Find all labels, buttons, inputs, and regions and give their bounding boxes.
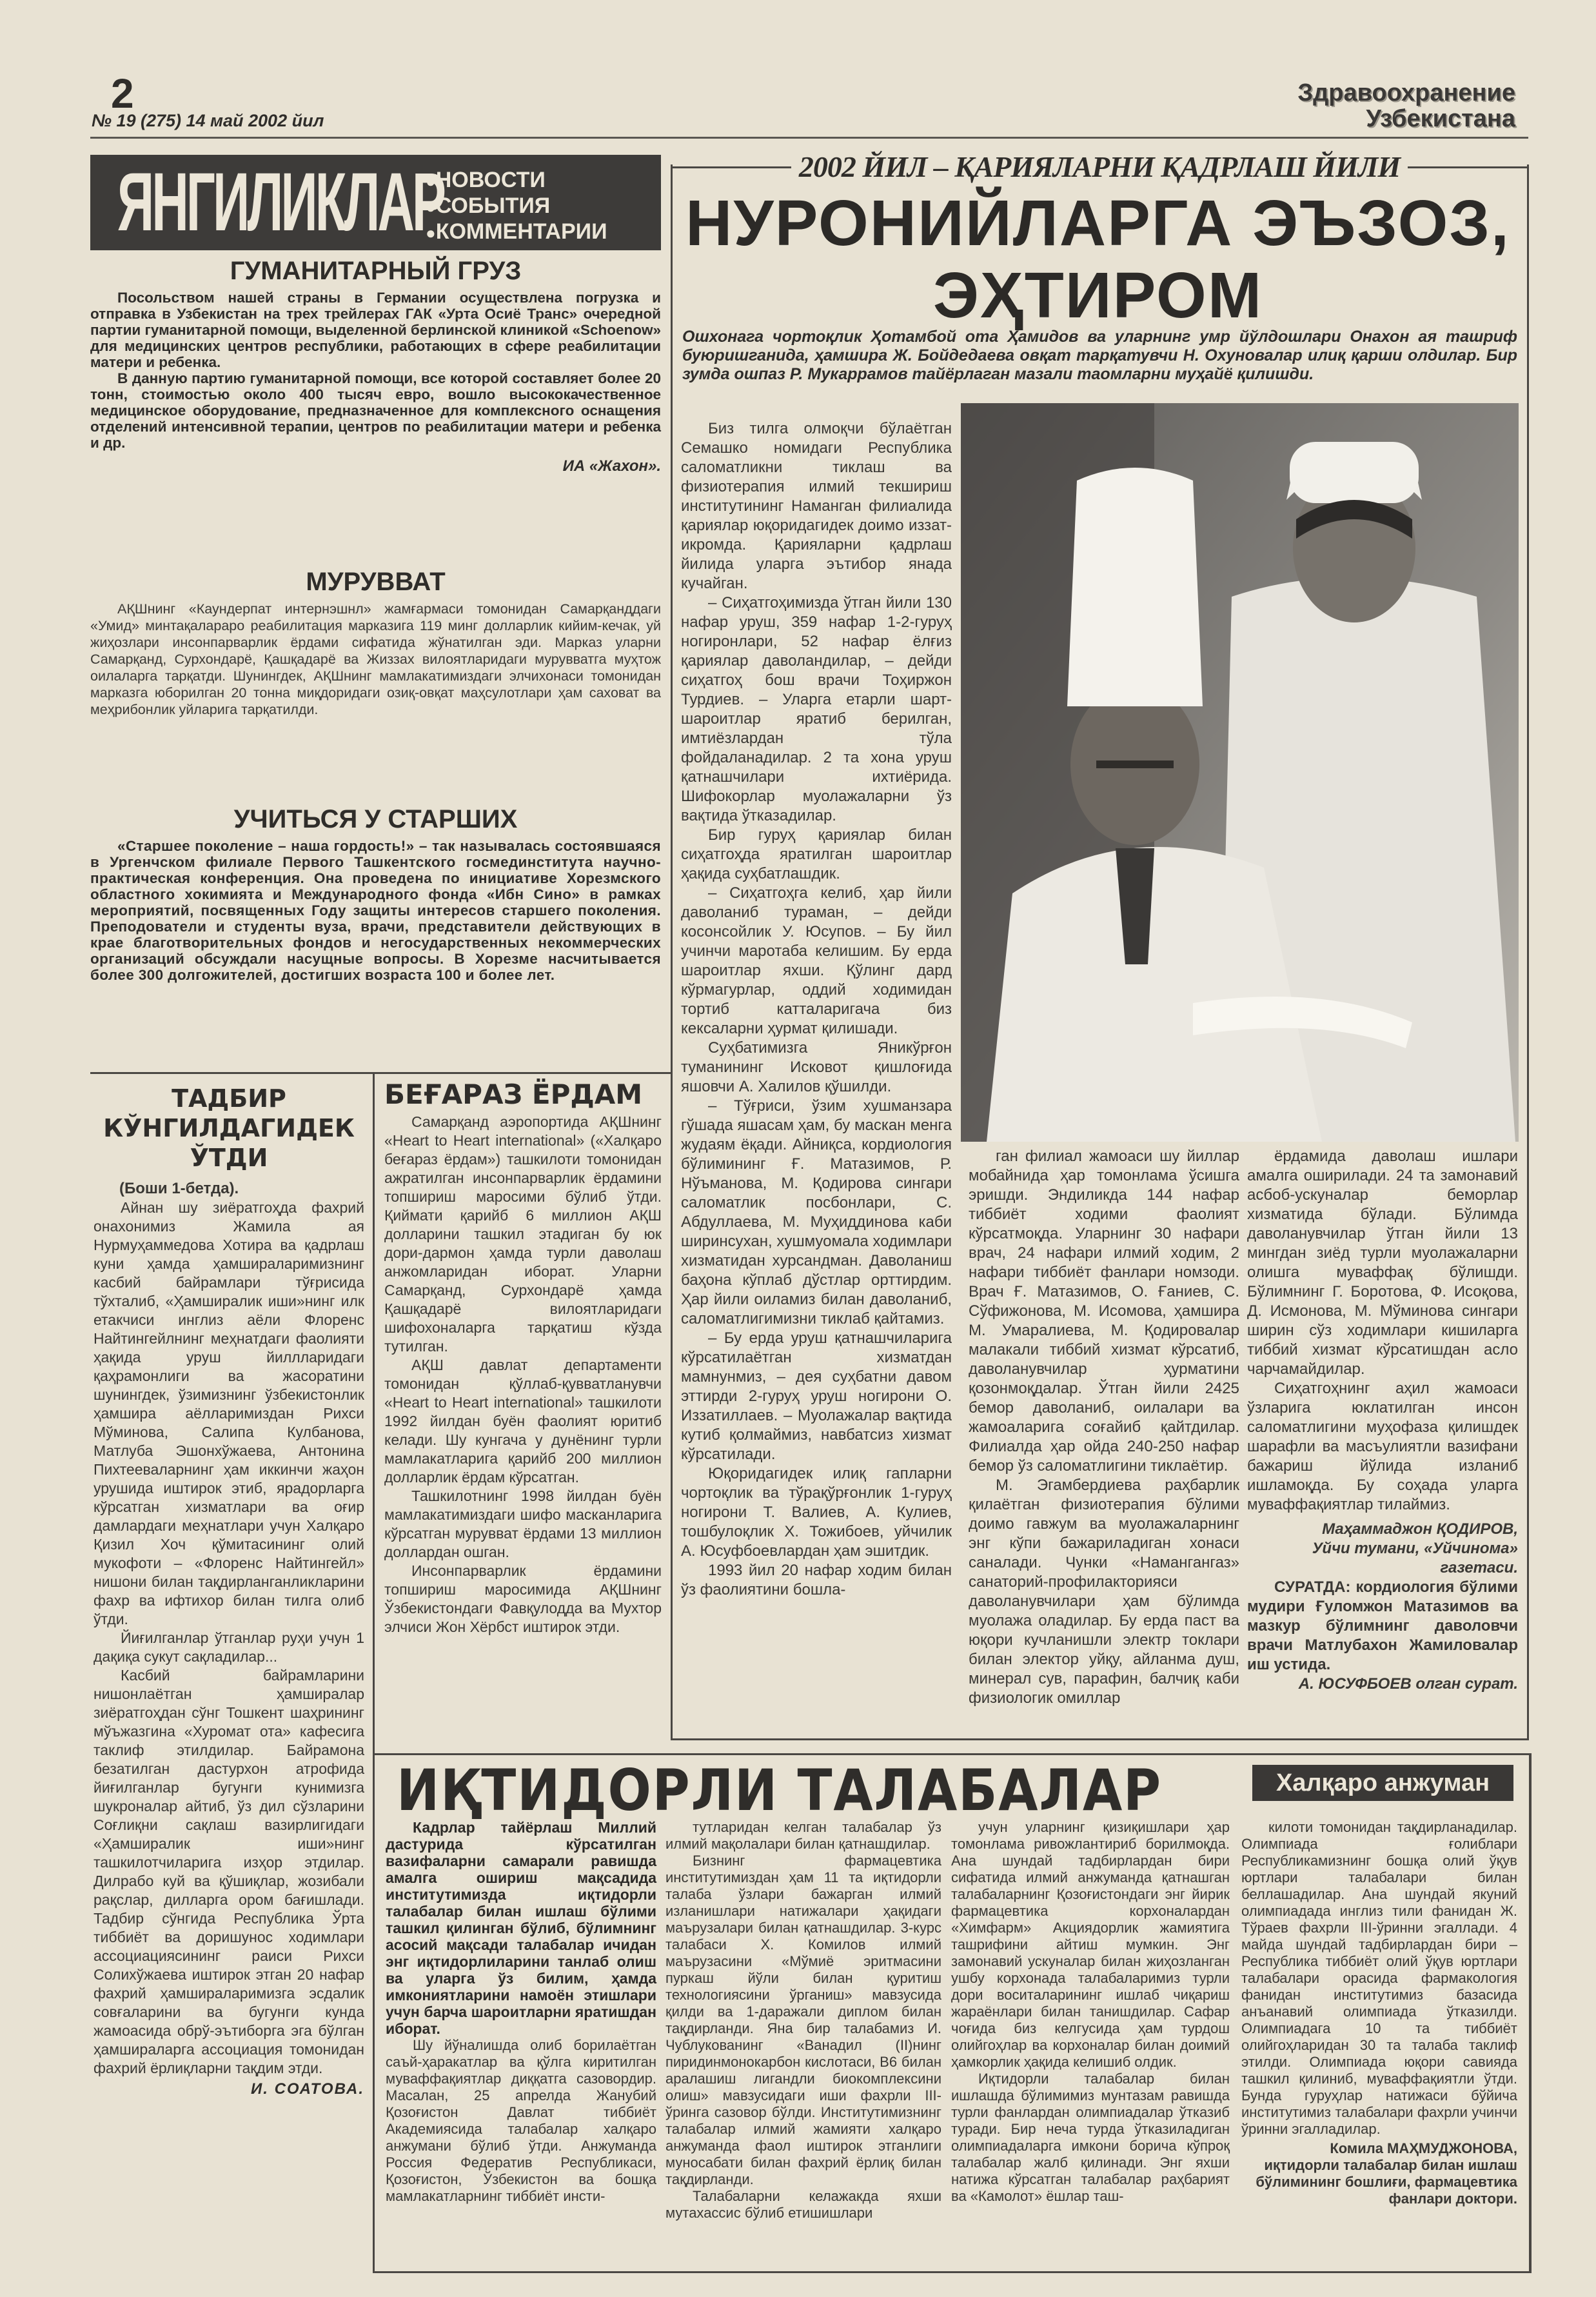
bottom-article-lead: Кадрлар тайёрлаш Миллий дастурида кўрсатилган вазифаларни самарали равишда амалга ошириш мақсадида институтимизда иқтидорли талабалар билан ишлаш бўлими ташкил қилинган бўлиб, бўлимнинг асосий мақсади талабалар ичидан энг иқтидорлиларини танлаб олиш ва уларга ўз билим, ҳамда имкониятларини намоён этишлари учун барча шароитларни яратишдан иборат.: [386, 1819, 656, 2037]
paragraph: АҚШнинг «Каундерпат интернэшнл» жамғармаси томонидан Самарқанддаги «Умид» минтақалараро реабилитация марказига 119 минг долларлик кийим-кечак, уй жиҳозлари инсонпарварлик ёрдами сифатида жўнатилган эди. Марказ уларни Самарқанд, Сурхондарё, Қашқадарё ва Жиззах вилоятларидаги мурувватга муҳтож оилаларга тарқатди. Шунингдек, АҚШнинг мамлакатимиздаги элчихонаси томонидан марказга юборилган 20 тонна миқдоридаги озиқ-овқат маҳсулотлари ҳам саховат ва меҳрибонлик уйларига тарқатилди.: [90, 601, 661, 717]
paragraph: Касбий байрамларини нишонлаётган ҳамширалар зиёратгоҳдан сўнг Тошкент шаҳрининг мўъжазгина «Хуромат ота» кафесига таклиф этилдилар. Байрамона безатилган дастурхон атрофида йиғилганлар бугунги кунимизга шукроналар айтиб, ўз дил сўзларини Соғлиқни сақлаш вазирлигидаги «Ҳамширалик иши»нинг ташкилотчиларига изҳор этдилар. Дилрабо куй ва қўшиқлар, жозибали рақслар, дилларга ором бағишлади. Тадбир сўнгида Республика Ўрта тиббиёт ва доришунос ходимлари ассоциациясининг раиси Рихси Солихўжаева иштирок этган 20 нафар фахрий ҳамшираларимизга эсдалик совғаларини ва бугунги кунда жамоасида обрў-эътиборга эга бўлган ҳамшираларга ассоциация томонидан фахрий ёрлиқларни тақдим этди.: [94, 1667, 364, 2076]
article-begaraz: [384, 1079, 662, 1636]
main-article-lead: Ошхонага чортоқлик Ҳотамбой ота Ҳамидов ва уларнинг умр йўлдошлари Онахон ая ташриф буюришганида, ҳамшира Ж. Бойдедаева овқат тарқатувчи Н. Охуновалар илиқ қарши олдилар. Бир зумда ошпаз Р. Мукаррамов тайёрлаган мазали таомларни муҳайё қилишди.: [682, 328, 1517, 383]
paragraph: Суҳбатимизга Яникўрғон туманининг Исковот қишлоғида яшовчи А. Халилов қўшилди.: [681, 1039, 952, 1095]
paragraph: Бир гуруҳ қариялар билан сиҳатгоҳда яратилган шароитлар ҳақида суҳбатлашдик.: [681, 826, 952, 882]
banner-items: [426, 168, 607, 245]
paragraph: Посольством нашей страны в Германии осуществлена погрузка и отправка в Узбекистан на трех трейлерах ГАК «Урта Осиё Транс» очередной партии гуманитарной помощи, выделенной берлинской клиникой «Schoenow» для медицинских центров республики, работающих в сфере реабилитации матери и ребенка.: [90, 290, 661, 370]
paragraph: «Старшее поколение – наша гордость!» – так называлась состоявшаяся в Ургенчском филиале Первого Ташкентского госмединститута научно-практическая конференция. Она проведена по инициативе Хорезмского областного хокимията и Международного фонда «Ибн Сино» в рамках мероприятий, посвященных Году защиты интересов старшего поколения. Преподователи и студенты вуза, врачи, представители действующих в крае благотворительных фондов и негосударственных некоммерческих организаций обсуждали насущные вопросы. В Хорезме насчитывается более 300 долгожителей, достигших возраста 100 и более лет.: [90, 838, 661, 983]
main-article-column-1: [681, 419, 952, 1600]
bottom-column-4: [1241, 1819, 1517, 2207]
paragraph: Йиғилганлар ўтганлар руҳи учун 1 дақиқа сукут сақладилар...: [94, 1629, 364, 1665]
divider: [90, 1072, 671, 1074]
bottom-column-3: [951, 1819, 1230, 2205]
banner-item: ● КОММЕНТАРИИ: [426, 219, 607, 245]
author-affiliation: Уйчи тумани, «Уйчинома» газетаси.: [1312, 1540, 1518, 1576]
article-title: БЕҒАРАЗ ЁРДАМ: [384, 1079, 643, 1110]
paragraph: – Бу ерда уруш қатнашчиларига кўрсатилаётган хизматдан мамнунмиз, – дея суҳбатни давом эттирди 2-гуруҳ уруш ногирони О. Иззатиллаев. – Муолажалар вақтида кутиб қолмаймиз, навбатсиз хизмат кўрсатилади.: [681, 1329, 952, 1463]
kicker-text: 2002 ЙИЛ – ҚАРИЯЛАРНИ ҚАДРЛАШ ЙИЛИ: [791, 150, 1408, 183]
paragraph: килоти томонидан тақдирланадилар. Олимпиада ғолиблари Республикамизнинг бошқа олий ўқув юртлари талабалари билан беллашадилар. Ана шундай якуний олимпиадада инглиз тили фанидан Ж. Тўраев фахрли III-ўринни эгаллади. 4 майда шундай тадбирлардан бири – Республика тиббиёт олий ўқув юртлари талабалари орасида фармакология фанидан институтимиз базасида анъанавий олимпиада ўтказилди. Олимпиадага 10 та тиббиёт олийгоҳларидан 30 та талаба таклиф этилди. Олимпиада юқори савияда ташкил қилиниб, муваффақиятли ўтди. Бунда гуруҳлар натижаси бўйича институтимиз талабалари фахрли учинчи ўринни эгалладилар.: [1241, 1819, 1517, 2137]
article-body: [90, 290, 661, 451]
paragraph: Иқтидорли талабалар билан ишлашда бўлимимиз мунтазам равишда турли фанлардан олимпиадалар ўтказиб туради. Бир неча турда ўтказиладиган олимпиадаларга имкони борича кўпроқ талабалар жалб қилинади. Энг яхши натижа кўрсатган талабалар раҳбарият ва «Камолот» ёшлар таш-: [951, 2071, 1230, 2204]
paragraph: Бизнинг фармацевтика институтимиздан ҳам 11 та иқтидорли талаба ўзлари бажарган илмий изланишлари натижалари ҳақидаги маърузалари билан қатнашдилар. 3-курс талабаси Х. Комилов илмий маърузасини «Мўмиё эритмасини пуркаш йўли билан қуритиш технологиясини ўрганиш» мавзусида қилди ва 1-даражали диплом билан тақдирланди. Яна бир талабамиз И. Чублукованинг «Ванадил (II)нинг пиридинмонокарбон кислотаси, B6 билан аралашиш лигандли биокомплексини олиш» мавзусидаги иши фахрли III-ўринга сазовор бўлди. Институтимизнинг талабалар илмий жамияти халқаро анжуманда фаол иштирок этганлиги муносабати билан фахрий ёрлиқ билан тақдирланди.: [665, 1853, 941, 2187]
photo-caption: кордиология бўлими мудири Ғуломжон Матазимов ва мазкур бўлимнинг даволовчи врачи Матлубахон Жамиловалар иш устида.: [1247, 1578, 1518, 1673]
paragraph: Инсонпарварлик ёрдамини топшириш маросимида АҚШнинг Ўзбекистондаги Фавқулодда ва Мухтор элчиси Жон Хёрбст иштирок этди.: [384, 1562, 662, 1635]
article-elders: [90, 805, 661, 983]
paragraph: Юқоридагидек илиқ гапларни чортоқлик ва тўрақўрғонлик 1-гуруҳ ногирони Т. Валиев, А. Кулиев, тошбулоқлик Х. Тожибоев, уйчилик А. Юсуфбоевлардан ҳам эшитдик.: [681, 1465, 952, 1560]
article-title: УЧИТЬСЯ У СТАРШИХ: [233, 805, 518, 833]
doctors-photo-icon: [961, 403, 1519, 1142]
continued-note: (Боши 1-бетда).: [119, 1180, 239, 1197]
paragraph: Сиҳатгоҳнинг аҳил жамоаси ўзларига юклатилган инсон саломатлигини муҳофаза қилишдек шарафли ва масъулиятли вазифани бажариш йўлида изланиб ишламоқда. Бу соҳада уларга муваффақиятлар тилаймиз.: [1247, 1380, 1518, 1513]
bottom-column-1: [386, 1819, 656, 2205]
paragraph: В данную партию гуманитарной помощи, все которой составляет более 20 тонн, стоимостью около 400 тысяч евро, вошло высококачественное медицинское оборудование, предназначенное для комплексного оснащения отделений интенсивной терапии, центров по реабилитации матери и ребенка и др.: [90, 370, 661, 451]
banner-item: ● СОБЫТИЯ: [426, 194, 607, 219]
paragraph: тутларидан келган талабалар ўз илмий мақолалари билан қатнашдилар.: [665, 1819, 941, 1852]
banner-item: ● НОВОСТИ: [426, 168, 607, 194]
masthead-line2: Узбекистана: [1366, 105, 1515, 132]
paragraph: – Тўғриси, ўзим хушманзара гўшада яшасам ҳам, бу маскан менга жудаям ёқади. Айниқса, кордиология бўлимининг Ғ. Матазимов, Р. Нўъманова, М. Қодирова сингари саломатлик посбонлари, С. Абдуллаева, М. Муҳиддинова каби ширинсухан, хушмуомала ходимлари хизматидан хурсандман. Даволаниш баҳона кўплаб дўстлар орттирдим. Ҳар йили оиламиз билан даволаниб, саломатлигимизни тиклаб қайтамиз.: [681, 1097, 952, 1327]
paragraph: Айнан шу зиёратгоҳда фахрий онахонимиз Жамила ая Нурмуҳаммедова Хотира ва қадрлаш куни ҳамда ҳамшираларимизнинг касбий байрамлари тўғрисида тўхталиб, «Ҳамширалик иши»нинг илк етакчиси инглиз аёли Флоренс Найтингейлнинг меҳнатдаги фаолияти ҳақида уруш йиллларидаги қаҳрамонлиги ва жасоратини шунингдек, ўзимизнинг ўзбекистонлик ҳамшира аёлларимиздан Рихси Мўминова, Салипа Кулбанова, Матлуба Эшонхўжаева, Антонина Пихтееваларнинг ҳам иккинчи жаҳон урушида иштирок этиб, ярадорларга кўрсатган хизматлари ва оғир дамлардаги меҳнатлари учун Халқаро Қизил Хоч қўмитасининг олий мукофоти – «Флоренс Найтингейл» нишони билан тақдирланганликларини фахр ва ифтихор билан тилга олиб ўтди.: [94, 1199, 364, 1627]
paragraph: ган филиал жамоаси шу йиллар мобайнида ҳар томонлама ўсишга эришди. Эндиликда 144 нафар тиббиёт ходими фаолият кўрсатмоқда. Уларнинг 30 нафари врач, 24 нафари илмий ходим, 2 нафари тиббиёт фанлари номзоди. Врач Ғ. Матазимов, О. Ғаниев, С. Сўфижонова, М. Исомова, ҳамшира М. Умаралиева, М. Қодировалар малакали тиббий хизмат кўрсатиб, даволанувчилар ҳурматини қозонмоқдалар. Ўтган йили 2425 бемор даволаниб, оилалари ва жамоаларига соғайиб қайтдилар. Филиалда ҳар ойда 240-250 нафар бемор ўз саломатлигини тиклаётир.: [969, 1148, 1239, 1475]
photo-credit: А. ЮСУФБОЕВ олган сурат.: [1298, 1675, 1518, 1693]
article-title: МУРУВВАТ: [306, 568, 446, 596]
paragraph: АҚШ давлат департаменти томонидан қўллаб-қувватланувчи «Heart to Heart international» ташкилоти 1992 йилдан буён фаолият юритиб келади. Шу кунгача у дунёнинг турли мамлакатларига қарийб 200 миллион долларлик ёрдам кўрсатган.: [384, 1357, 662, 1486]
article-body: [384, 1113, 662, 1636]
article-body: [90, 838, 661, 983]
rubric-badge: Халқаро анжуман: [1252, 1765, 1513, 1801]
article-tadbir: [94, 1084, 364, 2098]
photo-caption-label: СУРАТДА:: [1274, 1578, 1351, 1596]
paragraph: Ташкилотнинг 1998 йилдан буён мамлакатимиздаги шифо масканларига кўрсатган мурувват ёрдами 13 миллион доллардан ошган.: [384, 1487, 662, 1560]
article-muruvvat: [90, 568, 661, 718]
article-title: ТАДБИР КЎНГИЛДАГИДЕК ЎТДИ: [103, 1084, 355, 1172]
author-affiliation: иқтидорли талабалар билан ишлаш бўлимининг бошлиғи, фармацевтика фанлари доктори.: [1256, 2157, 1517, 2207]
paragraph: 1993 йил 20 нафар ходим билан ўз фаолиятини бошла-: [681, 1562, 952, 1598]
title-line2: ЭҲТИРОМ: [932, 259, 1263, 332]
paragraph: Биз тилга олмоқчи бўлаётган Семашко номидаги Республика саломатликни тиклаш ва физиотерапия илмий текшириш институтининг Наманган филиалида қариялар юқоридагидек доимо иззат-икромда. Қарияларни қадрлаш йилида уларга эътибор янада кучайган.: [681, 420, 952, 592]
article-signature: ИА «Жахон».: [562, 457, 661, 475]
bottom-article-title: ИҚТИДОРЛИ ТАЛАБАЛАР: [397, 1757, 1162, 1824]
article-signature: И. СОАТОВА.: [250, 2080, 364, 2098]
article-photo: [961, 403, 1519, 1142]
article-author: Маҳаммаджон ҚОДИРОВ,: [1322, 1520, 1518, 1538]
main-article-column-2: [969, 1147, 1239, 1708]
paragraph: Шу йўналишда олиб борилаётган саъй-ҳаракатлар ва қўлга киритилган муваффақиятлар диққатга сазовордир. Масалан, 25 апрелда Жанубий Қозоғистон Давлат тиббиёт Академиясида талабалар халқаро анжумани бўлиб ўтди. Анжуманда Россия Федератив Республикаси, Қозоғистон, Ўзбекистон ва бошқа мамлакатларнинг тиббиёт инсти-: [386, 2037, 656, 2204]
column-body: [386, 2037, 656, 2205]
news-banner: [90, 155, 661, 250]
bottom-column-2: [665, 1819, 941, 2222]
paragraph: ёрдамида даволаш ишлари амалга оширилади. 24 та замонавий асбоб-ускуналар беморлар хизматида бўлади. Бўлимда даволанувчилар ўтган йили 13 мингдан зиёд турли муолажаларни олишга муваффақ бўлишди. Бўлимнинг Г. Боротова, Ф. Исоқова, Д. Исмонова, М. Мўминова сингари ширин сўз ходимлари кишиларга тиббий хизмат кўрсатишдан асло чарчамайдилар.: [1247, 1148, 1518, 1378]
article-title: ГУМАНИТАРНЫЙ ГРУЗ: [230, 257, 522, 285]
divider: [373, 1072, 375, 1756]
article-body: [90, 601, 661, 718]
paragraph: М. Эгамбердиева раҳбарлик қилаётган физиотерапия бўлими доимо гавжум ва муолажаларнинг энг кўпи бажариладиган хонаси саналади. Чунки «Намангангаз» санаторий-профилакторияси даволанувчилари ҳам бўлимда муолажа оладилар. Бу ерда паст ва юқори кучланишли электр токлари билан электор уйқу, айланма душ, минерал сув, парафин, балчиқ каби физиологик омиллар: [969, 1477, 1239, 1707]
title-line1: НУРОНИЙЛАРГА ЭЪЗОЗ,: [685, 187, 1510, 259]
column-body: [1247, 1147, 1518, 1515]
paragraph: учун уларнинг қизиқишлари ҳар томонлама ривожлантириб борилмоқда. Ана шундай тадбирлардан бири сифатида илмий анжуманда қатнашган талабаларнинг Қозоғистондаги энг йирик фармацевтика корхоналардан «Химфарм» Акциядорлик жамиятига ташрифини айтиш мумкин. Энг замонавий ускуналар билан жиҳозланган ушбу корхонада талабаларимиз турли дори воситаларининг ишлаб чиқариш жараёнлари билан танишдилар. Сафар чоғида биз келгусида ҳам турдош олийгоҳлар ва корхоналар билан доимий ҳамкорлик ҳақида келишиб олдик.: [951, 1819, 1230, 2070]
issue-info: № 19 (275) 14 май 2002 йил: [92, 111, 324, 130]
banner-title: ЯНГИЛИКЛАР: [117, 156, 444, 248]
article-cargo: [90, 257, 661, 475]
article-author: Комила МАҲМУДЖОНОВА,: [1330, 2140, 1517, 2156]
paragraph: Самарқанд аэропортида АҚШнинг «Heart to Heart international» («Халқаро беғараз ёрдам») ташкилоти томонидан ажратилган инсонпарварлик ёрдамини топшириш маросими бўлиб ўтди. Қиймати қарийб 6 миллион АҚШ долларини ташкил этадиган бу юк дори-дармон ҳамда турли даволаш анжомларидан иборат. Уларни Самарқанд, Сурхондарё ҳамда Қашқадарё вилоятларидаги шифохоналарга тарқатиш кўзда тутилган.: [384, 1113, 662, 1355]
masthead-line1: Здравоохранение: [1297, 79, 1515, 106]
paragraph: Талабаларни келажакда яхши мутахассис бўлиб етишишлари: [665, 2188, 941, 2221]
column-body: [1241, 1819, 1517, 2138]
main-article-title: [671, 187, 1525, 332]
page-number: 2: [111, 70, 134, 117]
paragraph: – Сиҳатгоҳимизда ўтган йили 130 нафар уруш, 359 нафар 1-2-гуруҳ ногиронлари, 52 нафар ёлғиз қариялар даволандилар, – дейди сиҳатгоҳ бош врачи Тоҳиржон Турдиев. – Уларга етарли шарт-шароитлар яратиб берилган, имтиёзлардан тўла фойдаланадилар. 2 та хона уруш қатнашчилари ихтиёрида. Шифокорлар муолажаларни ўз вақтида ўтказадилар.: [681, 594, 952, 824]
paragraph: – Сиҳатгоҳга келиб, ҳар йили даволаниб тураман, – дейди косонсойлик У. Юсупов. – Бу йил учинчи маротаба келишим. Бу ерда шароитлар яхши. Қўлинг дард кўрмагурлар, оддий ходимидан тортиб катталаригача биз кексаларни ҳурмат қилишади.: [681, 884, 952, 1037]
main-article-kicker: [671, 150, 1528, 184]
masthead: [1212, 80, 1515, 132]
main-article-column-3: [1247, 1147, 1518, 1694]
header-rule: [90, 137, 1528, 139]
article-body: [94, 1198, 364, 2078]
